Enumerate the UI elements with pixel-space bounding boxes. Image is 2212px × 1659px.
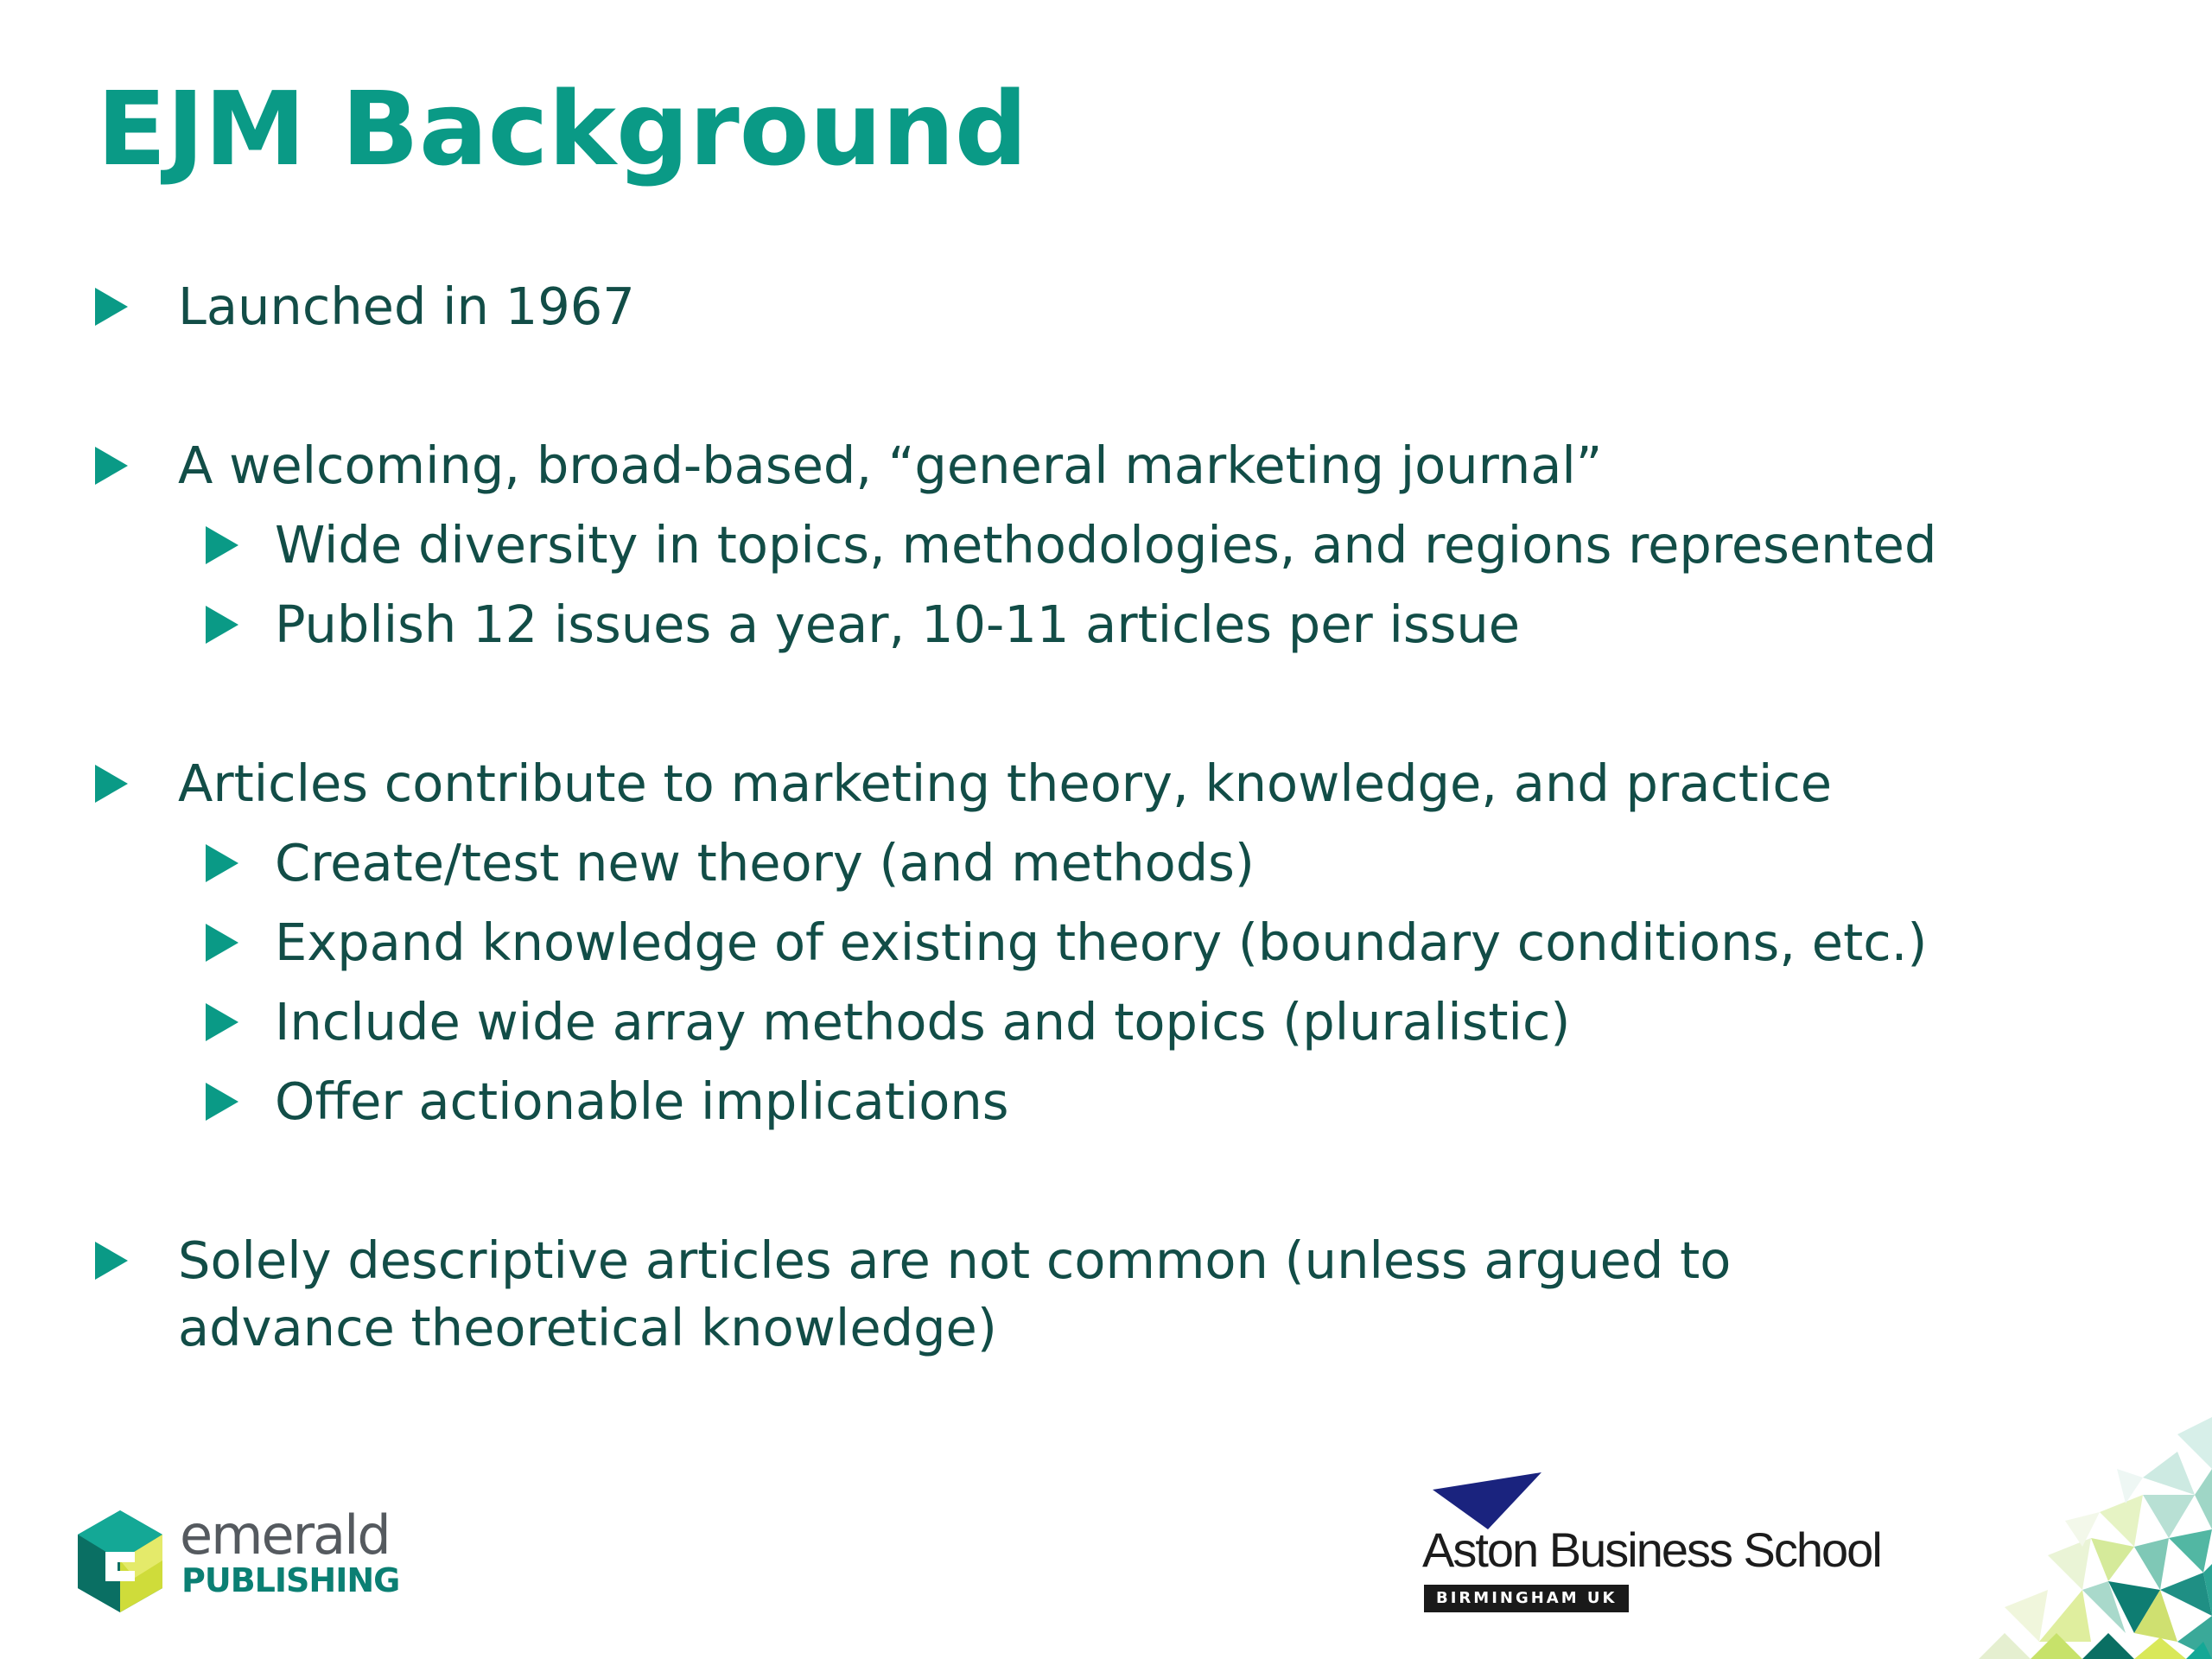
aston-wordmark: Aston Business School <box>1422 1522 1881 1577</box>
bullet-text: Create/test new theory (and methods) <box>275 833 1255 893</box>
bullet-triangle-icon <box>95 1242 128 1280</box>
sub-bullet-item <box>275 830 1255 897</box>
emerald-wordmark: emerald <box>180 1503 390 1567</box>
bullet-item <box>178 432 1602 499</box>
sub-bullet-item <box>275 512 1936 579</box>
bullet-text: A welcoming, broad-based, “general marketing journal” <box>178 435 1603 495</box>
slide-title: EJM Background <box>97 69 1028 188</box>
bullet-text: Launched in 1967 <box>178 276 635 336</box>
bullet-item <box>178 273 635 340</box>
emerald-publishing-logo <box>73 1505 401 1619</box>
bullet-text: Wide diversity in topics, methodologies, and regions represented <box>275 515 1937 575</box>
bullet-triangle-icon <box>206 1003 238 1041</box>
bullet-text: Solely descriptive articles are not common (unless argued to <box>178 1230 1732 1290</box>
bullet-text: Publish 12 issues a year, 10-11 articles per issue <box>275 594 1521 654</box>
bullet-text: Expand knowledge of existing theory (boundary conditions, etc.) <box>275 912 1928 972</box>
bullet-item <box>178 750 1832 817</box>
bullet-triangle-icon <box>206 844 238 882</box>
bullet-triangle-icon <box>95 765 128 803</box>
aston-business-school-logo <box>1417 1469 1901 1616</box>
sub-bullet-item <box>275 909 1927 976</box>
sub-bullet-item <box>275 988 1570 1056</box>
bullet-item <box>178 1227 1731 1294</box>
bullet-text: advance theoretical knowledge) <box>178 1298 997 1357</box>
sub-bullet-item <box>275 591 1520 658</box>
bullet-text: Offer actionable implications <box>275 1071 1009 1131</box>
bullet-triangle-icon <box>206 526 238 564</box>
aston-location-badge: BIRMINGHAM UK <box>1424 1585 1629 1612</box>
bullet-continuation <box>178 1294 997 1362</box>
emerald-hexagon-icon <box>73 1507 168 1616</box>
bullet-triangle-icon <box>95 288 128 326</box>
bullet-triangle-icon <box>95 447 128 485</box>
bullet-triangle-icon <box>206 606 238 644</box>
publishing-wordmark: PUBLISHING <box>181 1561 400 1599</box>
bullet-triangle-icon <box>206 1083 238 1121</box>
bullet-text: Articles contribute to marketing theory, knowledge, and practice <box>178 753 1833 813</box>
decorative-triangle-mosaic <box>1832 1417 2212 1659</box>
bullet-text: Include wide array methods and topics (pluralistic) <box>275 992 1571 1052</box>
bullet-triangle-icon <box>206 924 238 962</box>
sub-bullet-item <box>275 1068 1009 1135</box>
